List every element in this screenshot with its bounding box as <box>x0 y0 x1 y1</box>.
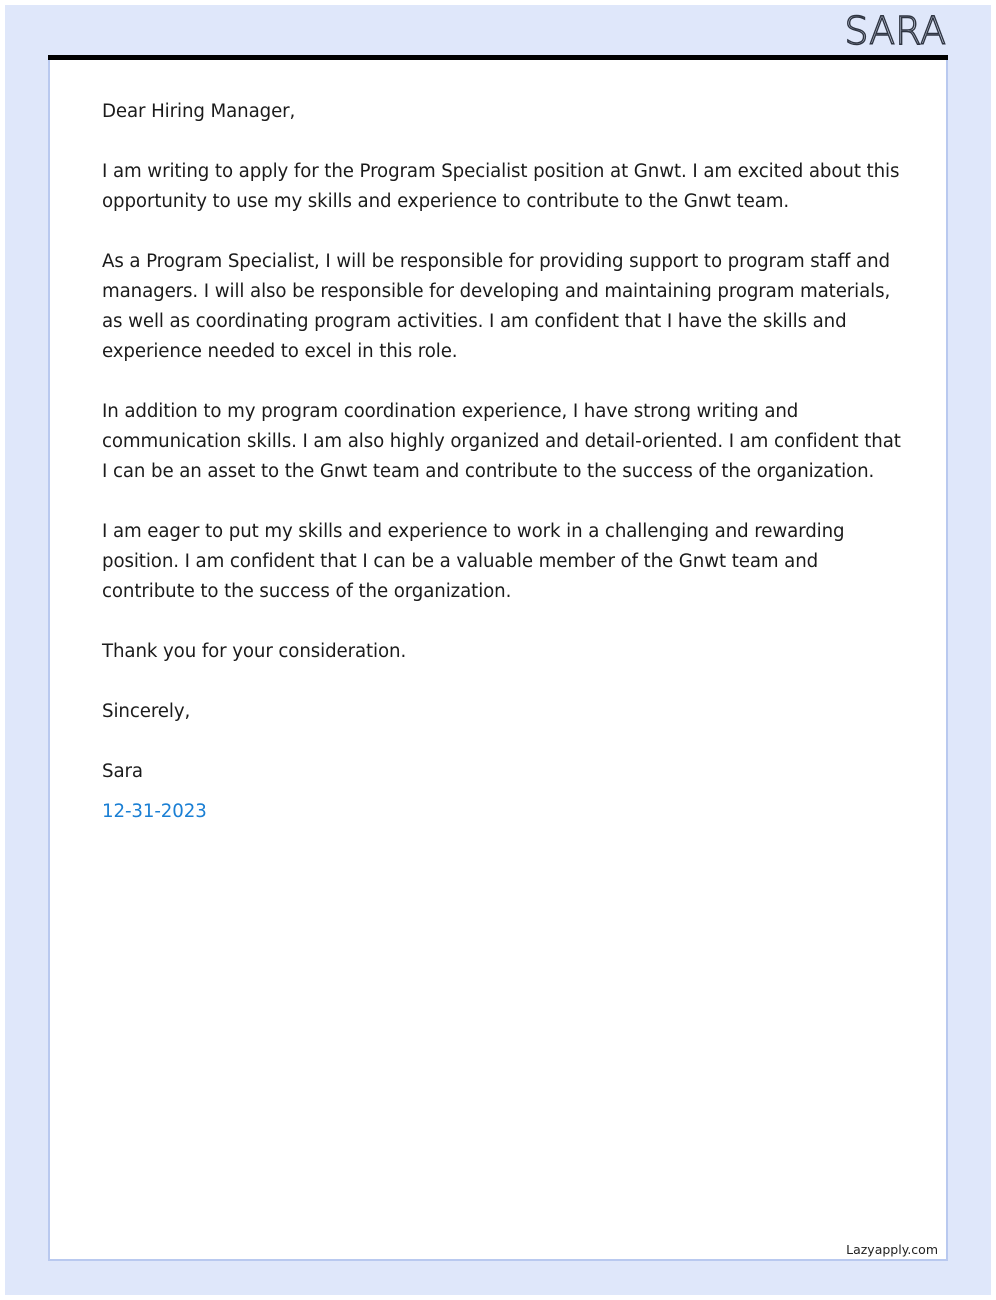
letter-body <box>102 97 902 857</box>
header-name: SARA <box>844 9 946 53</box>
letter-signature: Sara <box>102 761 143 782</box>
footer-credit: Lazyapply.com <box>846 1242 938 1257</box>
letter-paragraph: I am eager to put my skills and experience to work in a challenging and rewarding position. I am confident that I can be a valuable member of the Gnwt team and contribute to the success of the organization. <box>102 521 845 602</box>
letter-closing: Sincerely, <box>102 701 191 722</box>
letter-paragraph: As a Program Specialist, I will be responsible for providing support to program staff and managers. I will also be responsible for developing and maintaining program materials, as well as coordinating program activities. I am confident that I have the skills and experience needed to excel in this role. <box>102 251 891 362</box>
letter-paragraph: In addition to my program coordination experience, I have strong writing and communication skills. I am also highly organized and detail-oriented. I am confident that I can be an asset to the Gnwt team and contribute to the success of the organization. <box>102 401 901 482</box>
letter-sheet <box>48 60 948 1261</box>
letter-paragraph: I am writing to apply for the Program Specialist position at Gnwt. I am excited about this opportunity to use my skills and experience to contribute to the Gnwt team. <box>102 161 900 212</box>
letter-salutation: Dear Hiring Manager, <box>102 101 296 122</box>
letter-date: 12-31-2023 <box>102 801 207 822</box>
letter-thanks: Thank you for your consideration. <box>102 641 407 662</box>
